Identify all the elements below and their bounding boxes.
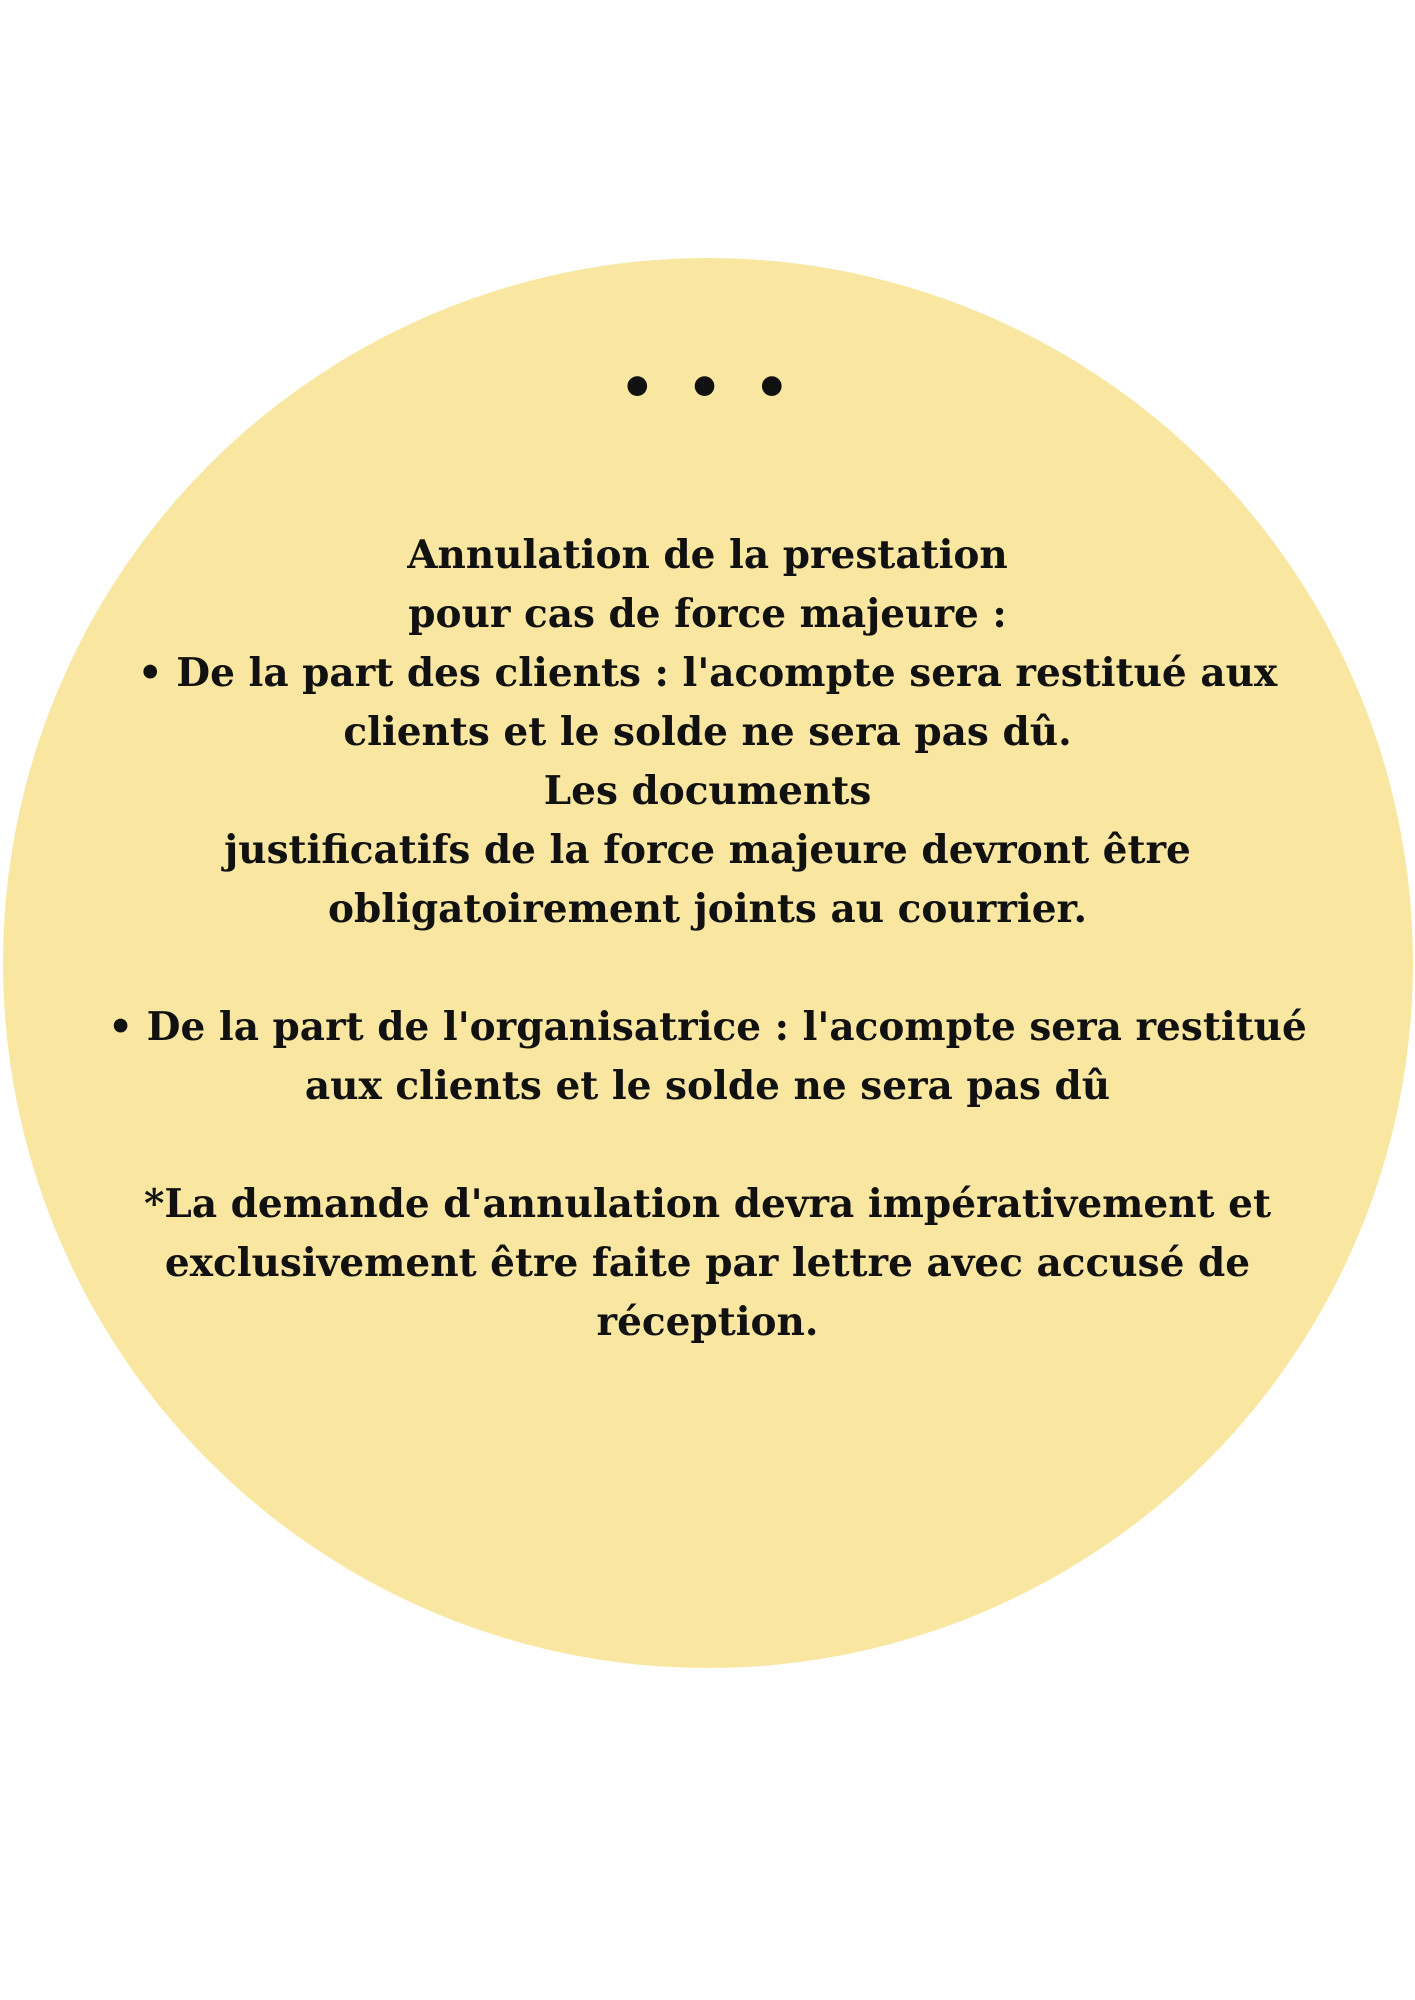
- clients-clause-line-4: justificatifs de la force majeure devront être: [224, 827, 1191, 873]
- ellipsis-dots-icon: • • •: [619, 355, 796, 421]
- clients-clause-line-3: Les documents: [543, 768, 872, 814]
- clients-clause-line-2: clients et le solde ne sera pas dû.: [343, 709, 1072, 755]
- clients-clause-line-5: obligatoirement joints au courrier.: [327, 886, 1088, 932]
- organizer-clause-line-1: • De la part de l'organisatrice : l'acompte sera restitué: [108, 1004, 1307, 1050]
- clients-clause-line-1: • De la part des clients : l'acompte sera restitué aux: [137, 650, 1278, 696]
- organizer-clause-line-2: aux clients et le solde ne sera pas dû: [304, 1063, 1111, 1109]
- cancellation-text: [100, 526, 1315, 1352]
- notice-line-3: réception.: [596, 1299, 819, 1345]
- notice-line-2: exclusivement être faite par lettre avec accusé de: [164, 1240, 1251, 1286]
- spacer: [100, 939, 1315, 998]
- heading-line-2: pour cas de force majeure :: [408, 591, 1007, 637]
- notice-line-1: *La demande d'annulation devra impérativement et: [144, 1181, 1271, 1227]
- heading-line-1: Annulation de la prestation: [407, 532, 1008, 578]
- spacer: [100, 1116, 1315, 1175]
